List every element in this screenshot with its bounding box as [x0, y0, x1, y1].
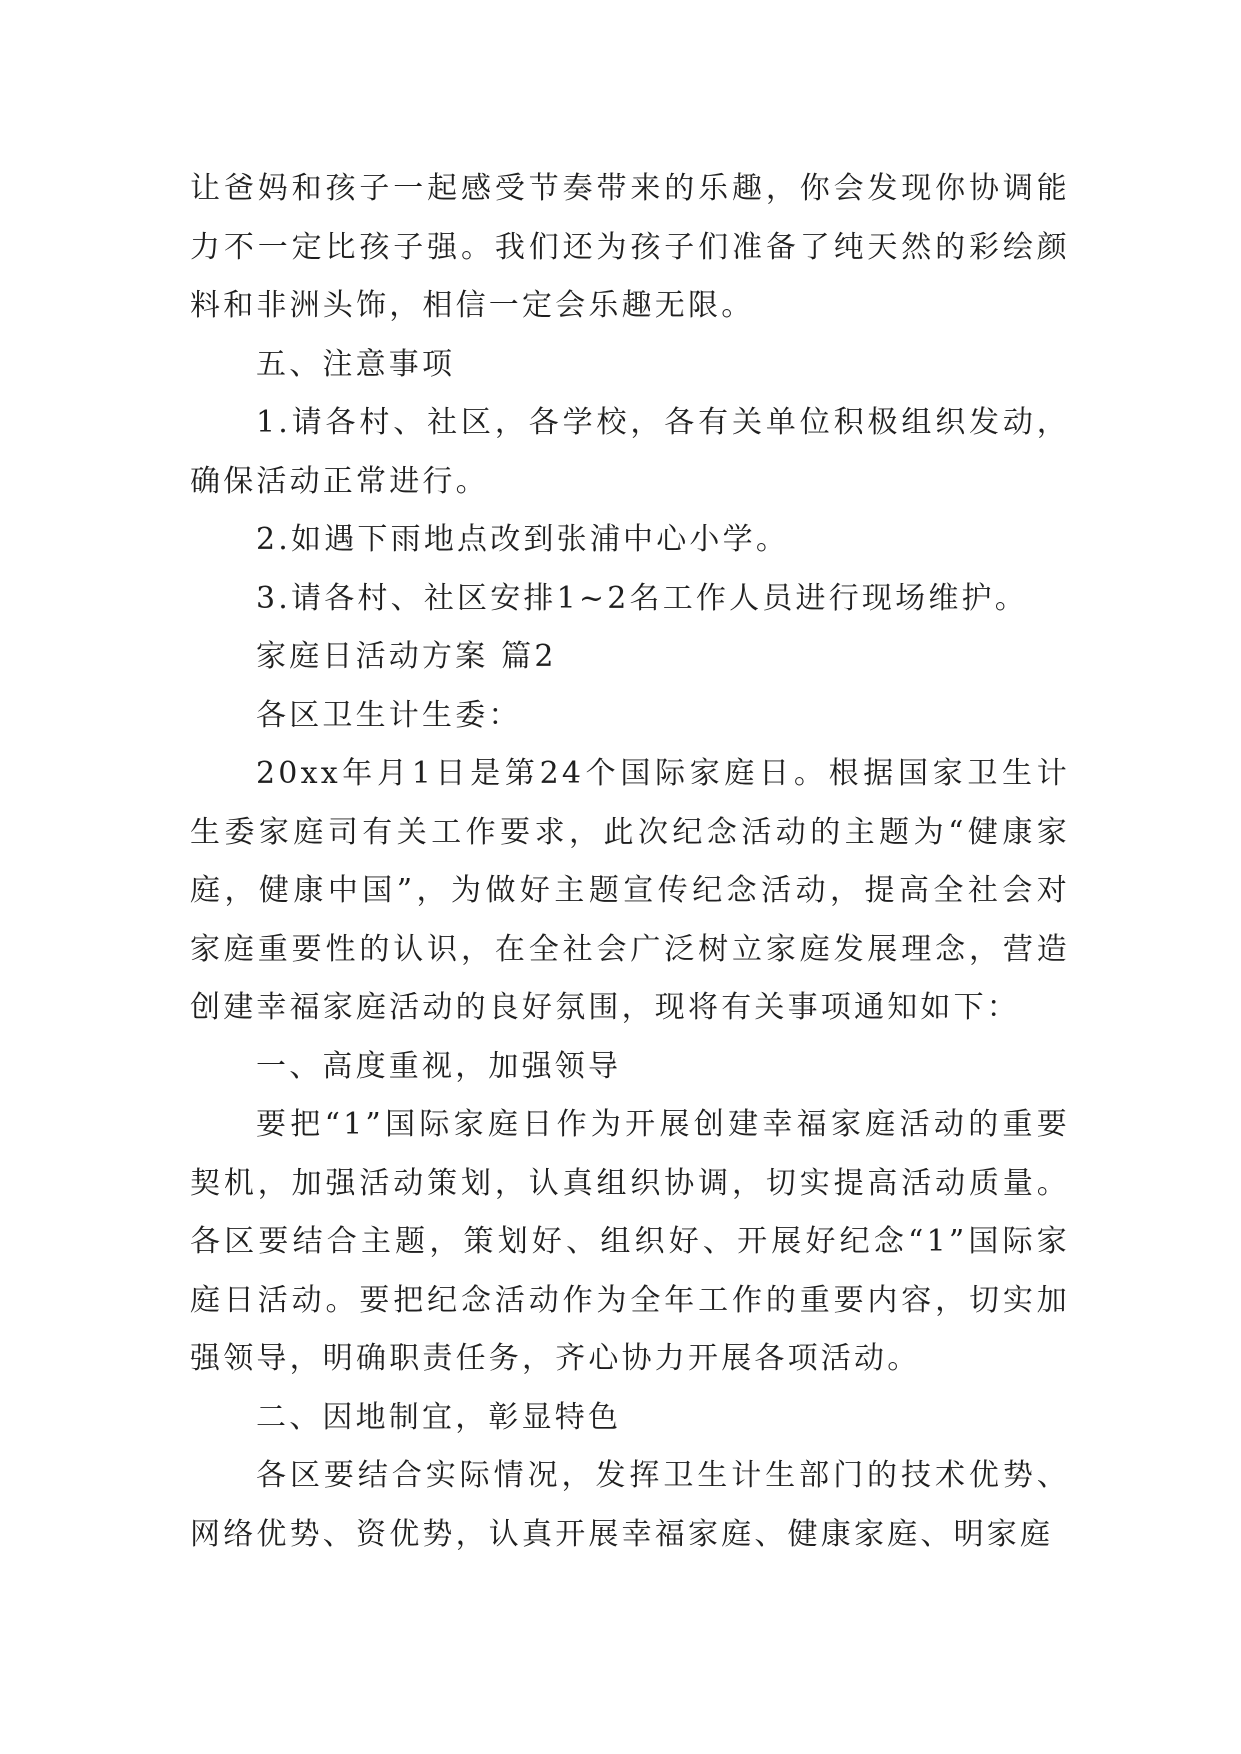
notice-item-2: 2.如遇下雨地点改到张浦中心小学。 [256, 522, 790, 557]
paragraph-continuation: 让爸妈和孩子一起感受节奏带来的乐趣，你会发现你协调能力不一定比孩子强。我们还为孩子们准备了纯天然的彩绘颜料和非洲头饰，相信一定会乐趣无限。 [190, 171, 1070, 323]
notice-item-1: 1.请各村、社区，各学校，各有关单位积极组织发动，确保活动正常进行。 [190, 405, 1070, 499]
plan-title-2: 家庭日活动方案 篇2 [256, 639, 557, 674]
paragraph-leadership: 要把“1”国际家庭日作为开展创建幸福家庭活动的重要契机，加强活动策划，认真组织协调，切实提高活动质量。各区要结合主题，策划好、组织好、开展好纪念“1”国际家庭日活动。要把纪念活动作为全年工作的重要内容，切实加强领导，明确职责任务，齐心协力开展各项活动。 [190, 1107, 1070, 1376]
section-heading-1: 一、高度重视，加强领导 [256, 1048, 622, 1084]
section-heading-5: 五、注意事项 [256, 346, 456, 382]
paragraph-local-features: 各区要结合实际情况，发挥卫生计生部门的技术优势、网络优势、资优势，认真开展幸福家庭、健康家庭、明家庭 [190, 1458, 1070, 1552]
document-body [190, 160, 1070, 1564]
notice-item-3: 3.请各村、社区安排1~2名工作人员进行现场维护。 [256, 580, 1028, 616]
section-heading-2: 二、因地制宜，彰显特色 [256, 1399, 622, 1435]
paragraph-intro: 20xx年月1日是第24个国际家庭日。根据国家卫生计生委家庭司有关工作要求，此次纪念活动的主题为“健康家庭，健康中国”，为做好主题宣传纪念活动，提高全社会对家庭重要性的认识，在全社会广泛树立家庭发展理念，营造创建幸福家庭活动的良好氛围，现将有关事项通知如下： [190, 756, 1070, 1025]
salutation: 各区卫生计生委： [256, 697, 522, 733]
